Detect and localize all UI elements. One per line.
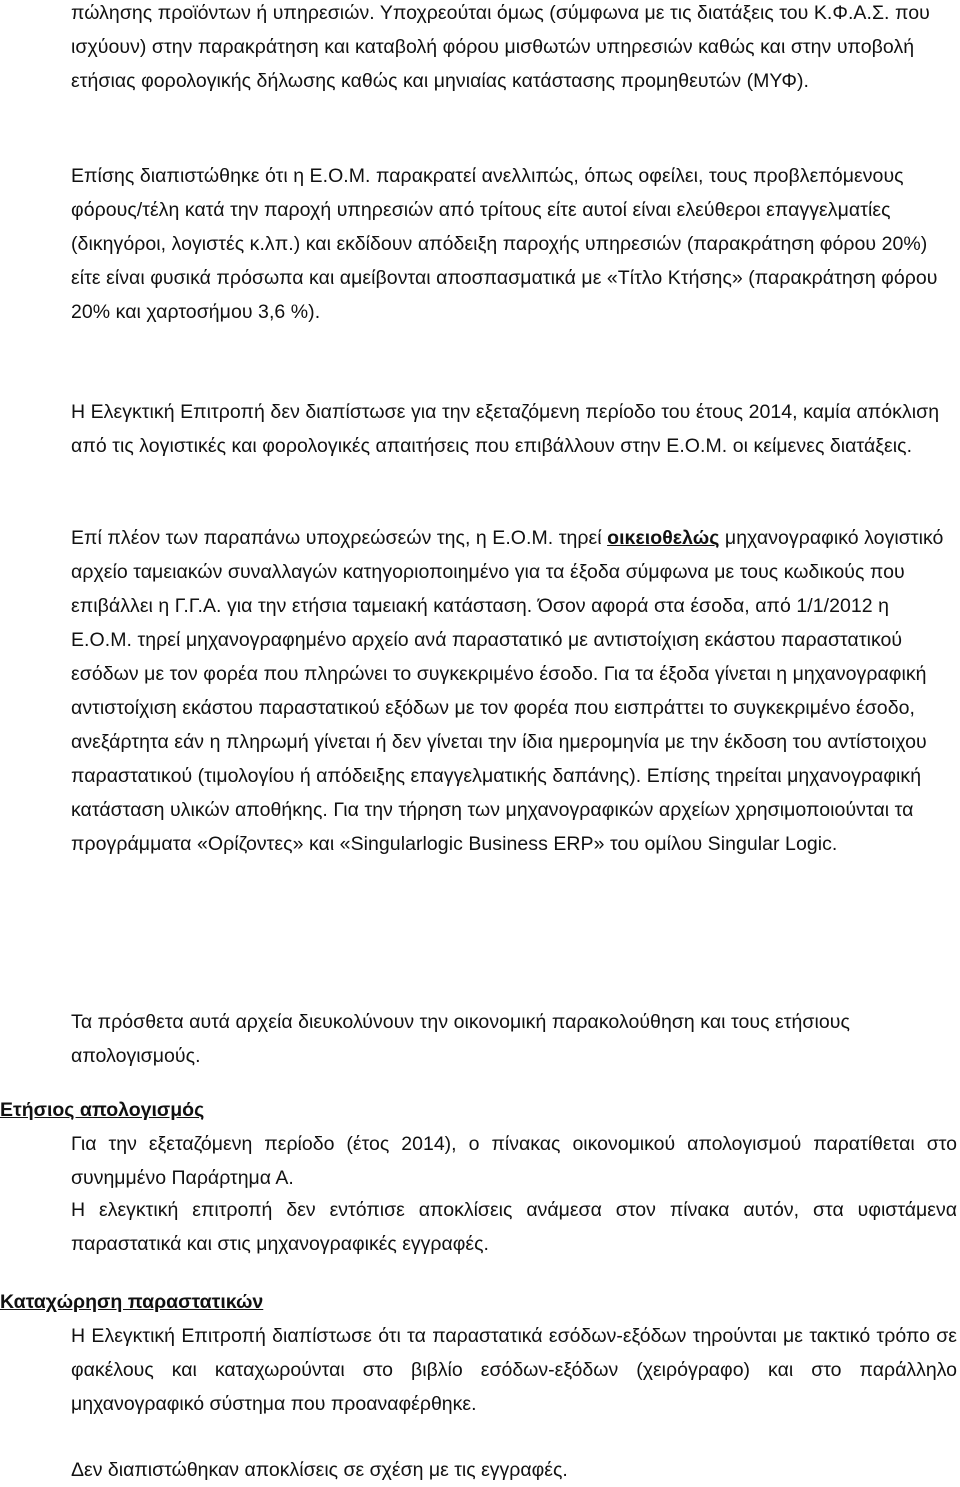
withholding-paragraph: Επίσης διαπιστώθηκε ότι η Ε.Ο.Μ. παρακρατεί ανελλιπώς, όπως οφείλει, τους προβλεπόμενους φόρους/τέλη κατά την παροχή υπηρεσιών από τρίτους είτε αυτοί είναι ελεύθεροι επαγγελματίες (δικηγόροι, λογιστές κ.λπ.) και εκδίδουν απόδειξη παροχής υπηρεσιών (παρακράτηση φόρου 20%) είτε είναι φυσικά πρόσωπα και αμείβονται αποσπασματικά με «Τίτλο Κτήσης» (παρακράτηση φόρου 20% και χαρτοσήμου 3,6 %). [71, 165, 938, 323]
documents-entry-paragraph-2: Δεν διαπιστώθηκαν αποκλίσεις σε σχέση με τις εγγραφές. [71, 1459, 568, 1481]
annual-report-paragraph-1: Για την εξεταζόμενη περίοδο (έτος 2014), ο πίνακας οικονομικού απολογισμού παρατίθεται στο συνημμένο Παράρτημα Α. [71, 1133, 957, 1189]
records-text-rest: μηχανογραφικό λογιστικό αρχείο ταμειακών συναλλαγών κατηγοριοποιημένο για τα έξοδα σύμφωνα με τους κωδικούς που επιβάλλει η Γ.Γ.Α. για την ετήσια ταμειακή κατάσταση. Όσον αφορά στα έσοδα, από 1/1/2012 η Ε.Ο.Μ. τηρεί μηχανογραφημένο αρχείο ανά παραστατικό με αντιστοίχιση εκάστου παραστατικού εσόδων με τον φορέα που πληρώνει το συγκεκριμένο έσοδο. Για τα έξοδα γίνεται η μηχανογραφική αντιστοίχιση εκάστου παραστατικού εξόδων με τον φορέα που εισπράττει το συγκεκριμένο έσοδο, ανεξάρτητα εάν η πληρωμή γίνεται ή δεν γίνεται την ίδια ημερομηνία με την έκδοση του αντίστοιχου παραστατικού (τιμολογίου ή απόδειξης επαγγελματικής δαπάνης). Επίσης τηρείται μηχανογραφική κατάσταση υλικών αποθήκης. Για την τήρηση των μηχανογραφικών αρχείων χρησιμοποιούνται τα προγράμματα «Ορίζοντες» και «Singularlogic Business ERP» του ομίλου Singular Logic. [71, 527, 944, 855]
intro-paragraph: πώλησης προϊόντων ή υπηρεσιών. Υποχρεούται όμως (σύμφωνα με τις διατάξεις του Κ.Φ.Α.Σ. που ισχύουν) στην παρακράτηση και καταβολή φόρου μισθωτών υπηρεσιών καθώς και στην υποβολή ετήσιας φορολογικής δήλωσης καθώς και μηνιαίας κατάστασης προμηθευτών (ΜΥΦ). [71, 2, 930, 92]
annual-report-heading: Ετήσιος απολογισμός [0, 1099, 205, 1121]
documents-entry-heading: Καταχώρηση παραστατικών [0, 1291, 264, 1313]
records-text-start: Επί πλέον των παραπάνω υποχρεώσεών της, η Ε.Ο.Μ. τηρεί [71, 527, 608, 549]
committee-finding-paragraph: Η Ελεγκτική Επιτροπή δεν διαπίστωσε για την εξεταζόμενη περίοδο του έτους 2014, καμία απόκλιση από τις λογιστικές και φορολογικές απαιτήσεις που επιβάλλουν στην Ε.Ο.Μ. οι κείμενες διατάξεις. [71, 401, 940, 457]
voluntarily-emphasis: οικειοθελώς [607, 527, 720, 549]
records-summary-paragraph: Τα πρόσθετα αυτά αρχεία διευκολύνουν την οικονομική παρακολούθηση και τους ετήσιους απολογισμούς. [71, 1011, 850, 1067]
documents-entry-paragraph-1: Η Ελεγκτική Επιτροπή διαπίστωσε ότι τα παραστατικά εσόδων-εξόδων τηρούνται με τακτικό τρόπο σε φακέλους και καταχωρούνται στο βιβλίο εσόδων-εξόδων (χειρόγραφο) και στο παράλληλο μηχανογραφικό σύστημα που προαναφέρθηκε. [71, 1325, 957, 1415]
records-paragraph [71, 521, 951, 861]
annual-report-paragraph-2: Η ελεγκτική επιτροπή δεν εντόπισε αποκλίσεις ανάμεσα στον πίνακα αυτόν, στα υφιστάμενα παραστατικά και στις μηχανογραφικές εγγραφές. [71, 1199, 957, 1255]
